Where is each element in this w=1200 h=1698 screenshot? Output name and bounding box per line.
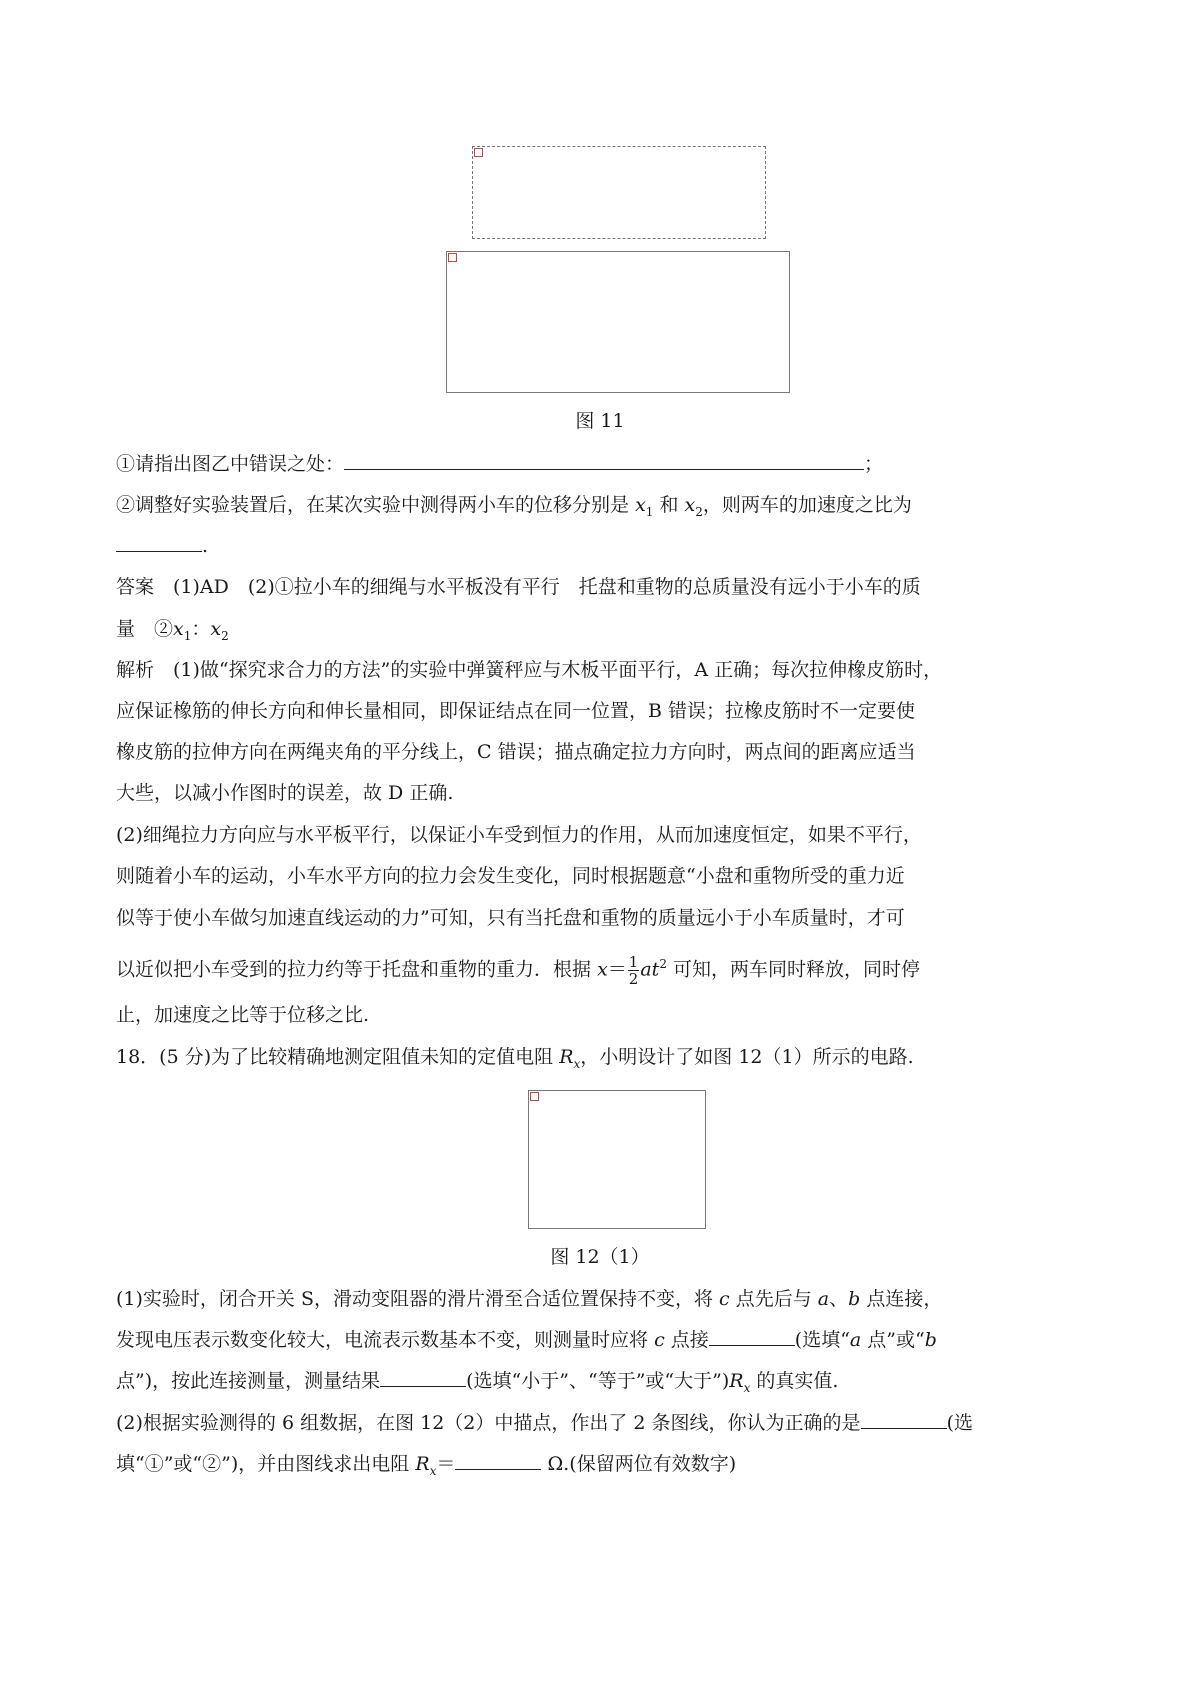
- analysis-line6: 则随着小车的运动，小车水平方向的拉力会发生变化，同时根据题意“小盘和重物所受的重力近: [116, 865, 905, 887]
- analysis-line4: 大些，以减小作图时的误差，故 D 正确.: [116, 782, 454, 804]
- analysis-line2: 应保证橡筋的伸长方向和伸长量相同，即保证结点在同一位置，B 错误；拉橡皮筋时不一定要使: [116, 700, 916, 722]
- q18-part2-line2: 填“①”或“②”)，并由图线求出电阻 $R_x= \Omega$.(保留两位有效数字): [116, 1453, 737, 1478]
- analysis-line9: 止，加速度之比等于位移之比.: [116, 1004, 370, 1026]
- answer-blank[interactable]: [709, 1327, 795, 1346]
- analysis-line5: (2)细绳拉力方向应与水平板平行，以保证小车受到恒力的作用，从而加速度恒定，如果不平行，: [116, 824, 922, 846]
- answer-blank[interactable]: [861, 1410, 947, 1429]
- broken-image-icon: [448, 253, 459, 262]
- q18-part1-line1: (1)实验时，闭合开关 S，滑动变阻器的滑片滑至合适位置保持不变，将 c 点先后与 a、b 点连接，: [116, 1288, 943, 1310]
- analysis-line3: 橡皮筋的拉伸方向在两绳夹角的平分线上，C 错误；描点确定拉力方向时，两点间的距离应适当: [116, 741, 916, 763]
- figure11-image-bottom: [446, 251, 790, 393]
- q17-sub2-blank-line: .: [116, 533, 208, 559]
- fraction: $\frac{1}{2}$: [628, 952, 639, 988]
- answer-blank[interactable]: [116, 533, 202, 552]
- figure12-1-image: [528, 1090, 706, 1229]
- figure11-caption: 图 11: [575, 410, 625, 432]
- answer-blank[interactable]: [380, 1368, 466, 1387]
- answer-blank[interactable]: [455, 1451, 541, 1470]
- q18-intro: 18．(5 分)为了比较精确地测定阻值未知的定值电阻 $R_x$，小明设计了如图 12（1）所示的电路.: [116, 1046, 914, 1071]
- broken-image-icon: [474, 148, 485, 157]
- analysis-line1: 解析 (1)做“探究求合力的方法”的实验中弹簧秤应与木板平面平行，A 正确；每次拉伸橡皮筋时，: [116, 659, 943, 681]
- figure11-image-top: [472, 146, 766, 239]
- answer-line1: 答案 (1)AD (2)①拉小车的细绳与水平板没有平行 托盘和重物的总质量没有远小于小车的质: [116, 576, 921, 598]
- answer-line2: 量 $②x_1$：$x_2$: [116, 618, 229, 643]
- q18-part2-line1: (2)根据实验测得的 6 组数据，在图 12（2）中描点，作出了 2 条图线，你认为正确的是 (选: [116, 1412, 973, 1434]
- q18-part1-line2: 发现电压表示数变化较大，电流表示数基本不变，则测量时应将 c 点接 (选填“a 点”或“b: [116, 1329, 937, 1351]
- answer-blank[interactable]: [344, 451, 864, 470]
- analysis-line8: 以近似把小车受到的拉力约等于托盘和重物的重力．根据 x＝ $\frac{1}{2}$ $at^2$ 可知，两车同时释放，同时停: [116, 952, 921, 988]
- analysis-line7: 似等于使小车做匀加速直线运动的力”可知，只有当托盘和重物的质量远小于小车质量时，才可: [116, 907, 905, 929]
- q18-part1-line3: 点”)，按此连接测量，测量结果 (选填“小于”、“等于”或“大于$”)R_x$ 的真实值.: [116, 1370, 839, 1395]
- broken-image-icon: [530, 1092, 541, 1101]
- q17-sub1: ①请指出图乙中错误之处： ；: [116, 453, 884, 475]
- q17-sub2: ②调整好实验装置后，在某次实验中测得两小车的位移分别是 $x_1$ 和 $x_2$，则两车的加速度之比为: [116, 494, 912, 519]
- figure12-1-caption: 图 12（1）: [550, 1246, 650, 1268]
